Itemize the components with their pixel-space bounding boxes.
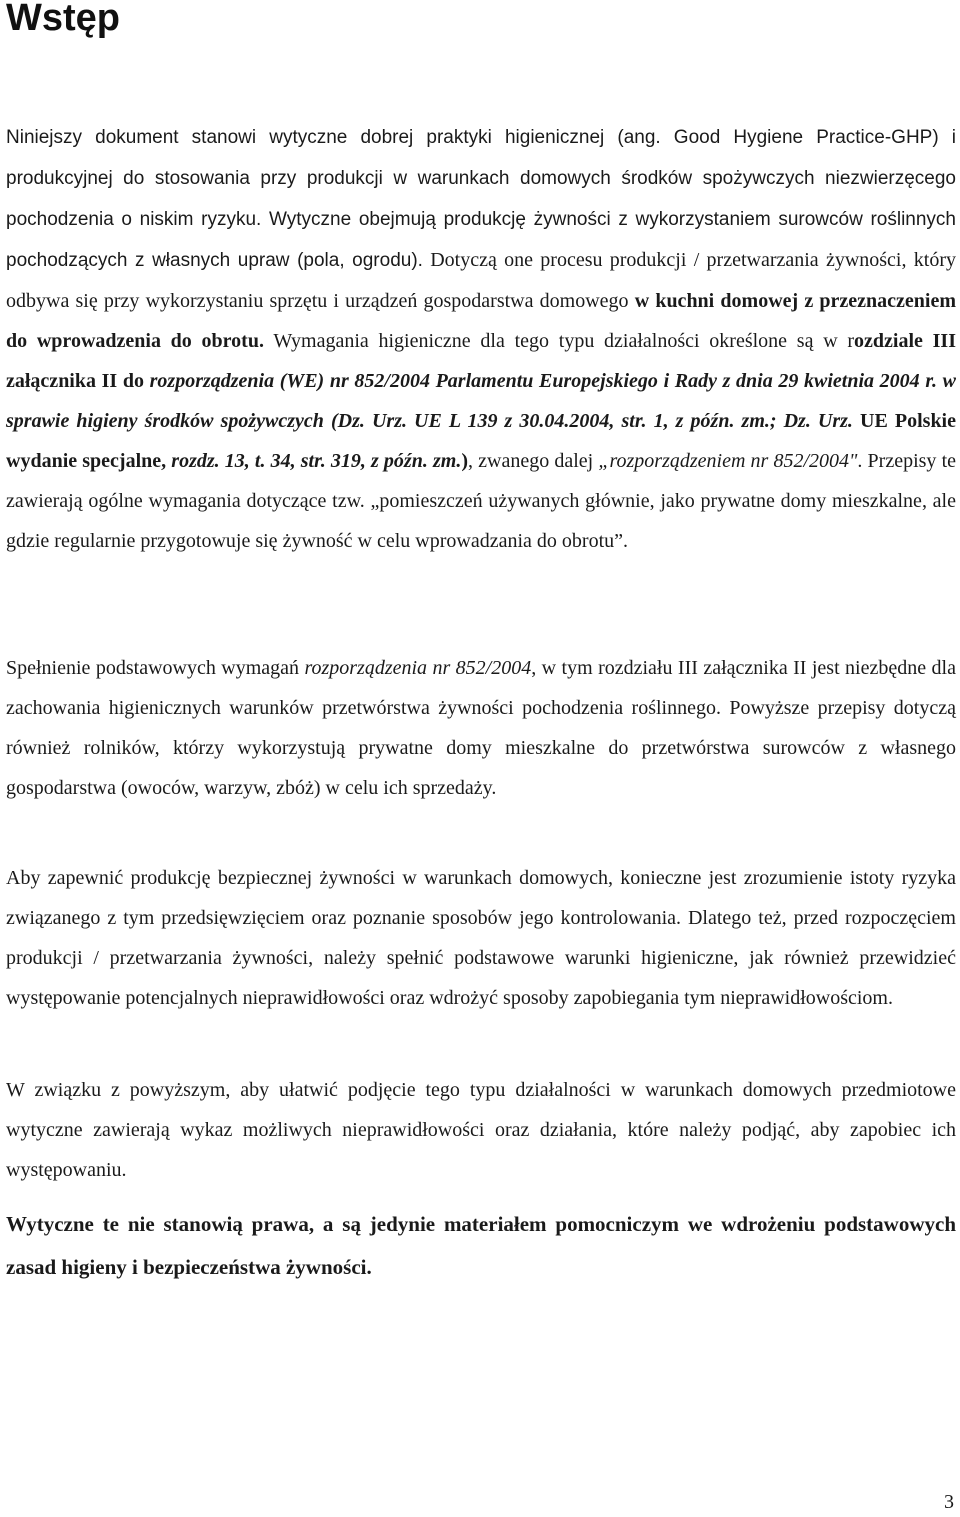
paragraph-guidelines: W związku z powyższym, aby ułatwić podjęcie tego typu działalności w warunkach domowych przedmiotowe wytyczne zawierają wykaz możliwych nieprawidłowości oraz działania, które należy podjąć, aby zapobiec ich występowaniu. [6, 1079, 956, 1181]
intro-closing-text: . Przepisy te zawierają ogólne wymagania dotyczące tzw. „pomieszczeń używanych głównie, jako prywatne domy mieszkalne, ale gdzie regularnie przygotowuje się żywność w celu wprowadzania do obrotu”. [6, 450, 957, 552]
official-journal-reference: UE Polskie wydanie specjalne, [6, 410, 956, 472]
paragraph-disclaimer: Wytyczne te nie stanowią prawa, a są jedynie materiałem pomocniczym we wdrożeniu podstawowych zasad higieny i bezpieczeństwa żywności. [6, 1212, 956, 1279]
paragraph-introduction [6, 117, 956, 561]
paragraph-requirements [6, 648, 956, 808]
official-journal-citation: rozdz. 13, t. 34, str. 319, z późn. zm. [171, 450, 462, 472]
paragraph-risk: Aby zapewnić produkcję bezpiecznej żywności w warunkach domowych, konieczne jest zrozumienie istoty ryzyka związanego z tym przedsięwzięciem oraz poznanie sposobów jego kontrolowania. Dlatego też, przed rozpoczęciem produkcji / przetwarzania żywności, należy spełnić podstawowe warunki higieniczne, jak również przewidzieć występowanie potencjalnych nieprawidłowości oraz wdrożyć sposoby zapobiegania tym nieprawidłowościom. [6, 867, 956, 1009]
intro-text: Dotyczą one procesu produkcji / przetwarzania żywności, który odbywa się przy wykorzystaniu sprzętu i urządzeń gospodarstwa domowego [6, 249, 956, 312]
regulation-name: rozporządzenia nr 852/2004 [304, 657, 532, 679]
requirements-text-end: , w tym rozdziału III załącznika II jest niezbędne dla zachowania higienicznych warunków przetwórstwa żywności pochodzenia roślinnego. Powyższe przepisy dotyczą również rolników, którzy wykorzystują prywatne domy mieszkalne do przetwórstwa surowców z własnego gospodarstwa (owoców, warzyw, zbóż) w celu ich sprzedaży. [6, 657, 956, 799]
intro-sans-text: Niniejszy dokument stanowi wytyczne dobrej praktyki higienicznej (ang. Good Hygiene Practice-GHP) i produkcyjnej do stosowania przy produkcji w warunkach domowych środków spożywczych niezwierzęcego pochodzenia o niskim ryzyku. Wytyczne obejmują produkcję żywności z wykorzystaniem surowców roślinnych pochodzących z własnych upraw (pola, ogrodu). [6, 127, 956, 271]
closing-parenthesis: ) [461, 450, 468, 472]
intro-alias-text: , zwanego dalej [468, 450, 599, 472]
requirements-text-start: Spełnienie podstawowych wymagań [6, 657, 305, 679]
regulation-alias: „rozporządzeniem nr 852/2004" [598, 450, 858, 472]
page-number: 3 [944, 1491, 954, 1513]
intro-requirements-text: Wymagania higieniczne dla tego typu działalności określone są w r [263, 330, 855, 352]
page-title: Wstęp [6, 0, 120, 39]
intro-bold-text: w kuchni domowej z przeznaczeniem do wprowadzenia do obrotu. [6, 290, 956, 352]
intro-chapter-reference: ozdziale III załącznika II do [6, 330, 957, 392]
regulation-reference: rozporządzenia (WE) nr 852/2004 Parlamentu Europejskiego i Rady z dnia 29 kwietnia 2004 r. w sprawie higieny środków spożywczych (Dz. Urz. UE L 139 z 30.04.2004, str. 1, z późn. zm.; Dz. Urz. [6, 370, 956, 432]
